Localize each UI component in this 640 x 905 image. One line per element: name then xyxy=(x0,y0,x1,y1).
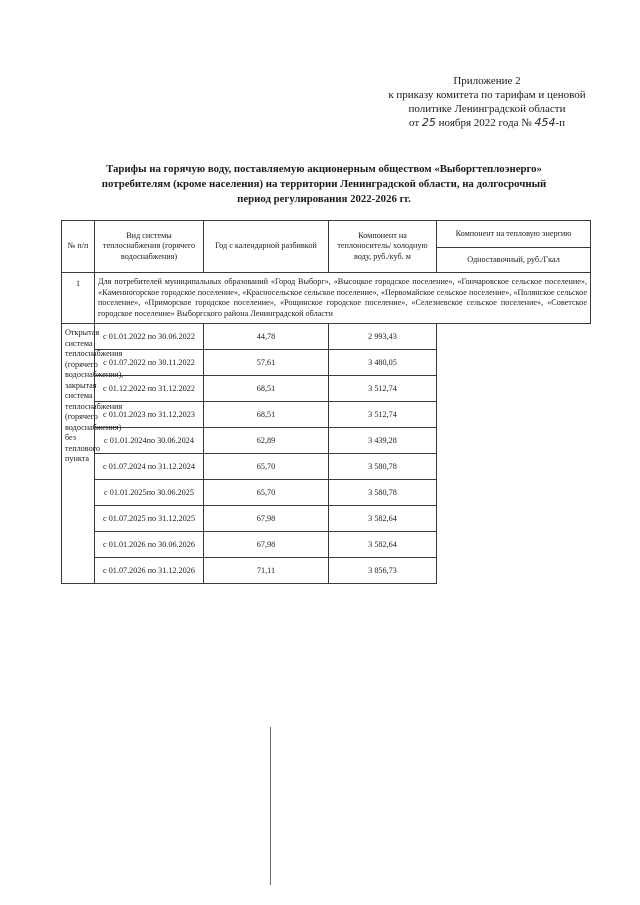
energy-value-cell: 3 512,74 xyxy=(329,402,437,428)
system-type-cell: Открытая система теплоснабжения (горячего водоснабжения), закрытая система теплоснабжения (горячего водоснабжения) без теплового пункта xyxy=(62,324,95,584)
table-row xyxy=(62,402,591,428)
table-row xyxy=(62,480,591,506)
period-cell: с 01.07.2022 по 30.11.2022 xyxy=(95,350,204,376)
header-carrier: Компонент на теплоноситель/ холодную воду, руб./куб. м xyxy=(329,221,437,273)
period-cell: с 01.01.2026 по 30.06.2026 xyxy=(95,532,204,558)
header-energy: Компонент на тепловую энергию xyxy=(437,221,591,248)
carrier-value-cell: 57,61 xyxy=(204,350,329,376)
energy-value-cell: 3 512,74 xyxy=(329,376,437,402)
period-cell: с 01.01.2022 по 30.06.2022 xyxy=(95,324,204,350)
header-num: № п/п xyxy=(62,221,95,273)
energy-value-cell: 3 580,78 xyxy=(329,480,437,506)
period-cell: с 01.07.2026 по 31.12.2026 xyxy=(95,558,204,584)
carrier-value-cell: 65,70 xyxy=(204,454,329,480)
consumers-text: Для потребителей муниципальных образований «Город Выборг», «Высоцкое городское поселение», «Гончаровское сельское поселение», «Каменногорское городское поселение», «Красносельское сельское поселение», «Первомайское сельское поселение», «Полянское сельское поселение», «Приморское городское поселение», «Рощинское городское поселение», «Селезневское сельское поселение», «Советское городское поселение» Выборгского района Ленинградской области xyxy=(95,273,591,324)
appendix-order-ref: к приказу комитета по тарифам и ценовой xyxy=(388,89,586,101)
period-cell: с 01.07.2025 по 31.12.2025 xyxy=(95,506,204,532)
date-prefix: от xyxy=(408,117,420,129)
energy-value-cell: 2 993,43 xyxy=(329,324,437,350)
appendix-block xyxy=(372,74,602,130)
carrier-value-cell: 68,51 xyxy=(204,402,329,428)
document-title xyxy=(80,162,568,207)
period-cell: с 01.01.2023 по 31.12.2023 xyxy=(95,402,204,428)
vertical-line xyxy=(270,727,271,885)
period-cell: с 01.07.2024 по 31.12.2024 xyxy=(95,454,204,480)
carrier-value-cell: 65,70 xyxy=(204,480,329,506)
header-system: Вид системы теплоснабжения (горячего водоснабжения) xyxy=(95,221,204,273)
table-row xyxy=(62,428,591,454)
tariff-rows xyxy=(62,324,591,584)
period-cell: с 01.01.2025по 30.06.2025 xyxy=(95,480,204,506)
carrier-value-cell: 44,78 xyxy=(204,324,329,350)
carrier-value-cell: 62,89 xyxy=(204,428,329,454)
carrier-value-cell: 67,98 xyxy=(204,532,329,558)
carrier-value-cell: 68,51 xyxy=(204,376,329,402)
energy-value-cell: 3 439,28 xyxy=(329,428,437,454)
table-row xyxy=(62,376,591,402)
table-row xyxy=(62,350,591,376)
table-row xyxy=(62,454,591,480)
title-line-2: потребителям (кроме населения) на территории Ленинградской области, на долгосрочный xyxy=(101,178,547,190)
energy-value-cell: 3 580,78 xyxy=(329,454,437,480)
energy-value-cell: 3 480,05 xyxy=(329,350,437,376)
header-period: Год с календарной разбивкой xyxy=(204,221,329,273)
period-cell: с 01.12.2022 по 31.12.2022 xyxy=(95,376,204,402)
title-line-3: период регулирования 2022-2026 гг. xyxy=(237,193,411,205)
order-number-handwritten: 454 xyxy=(534,116,556,129)
title-line-1: Тарифы на горячую воду, поставляемую акционерным обществом «Выборгтеплоэнерго» xyxy=(106,163,542,175)
header-row xyxy=(62,221,591,248)
energy-value-cell: 3 582,64 xyxy=(329,506,437,532)
appendix-date-line xyxy=(372,116,602,130)
table-row xyxy=(62,506,591,532)
appendix-committee: политике Ленинградской области xyxy=(408,103,566,115)
row-number: 1 xyxy=(62,273,95,324)
table-row xyxy=(62,532,591,558)
period-cell: с 01.01.2024по 30.06.2024 xyxy=(95,428,204,454)
date-rest: ноября 2022 года № xyxy=(438,117,532,129)
carrier-value-cell: 71,11 xyxy=(204,558,329,584)
consumers-row xyxy=(62,273,591,324)
carrier-value-cell: 67,98 xyxy=(204,506,329,532)
order-suffix: -п xyxy=(555,117,566,129)
appendix-title: Приложение 2 xyxy=(453,75,521,87)
header-energy-single-rate: Одноставочный, руб./Гкал xyxy=(437,248,591,273)
table-row xyxy=(62,324,591,350)
energy-value-cell: 3 856,73 xyxy=(329,558,437,584)
energy-value-cell: 3 582,64 xyxy=(329,532,437,558)
table-row xyxy=(62,558,591,584)
date-day-handwritten: 25 xyxy=(421,116,436,129)
tariff-table xyxy=(61,220,591,584)
